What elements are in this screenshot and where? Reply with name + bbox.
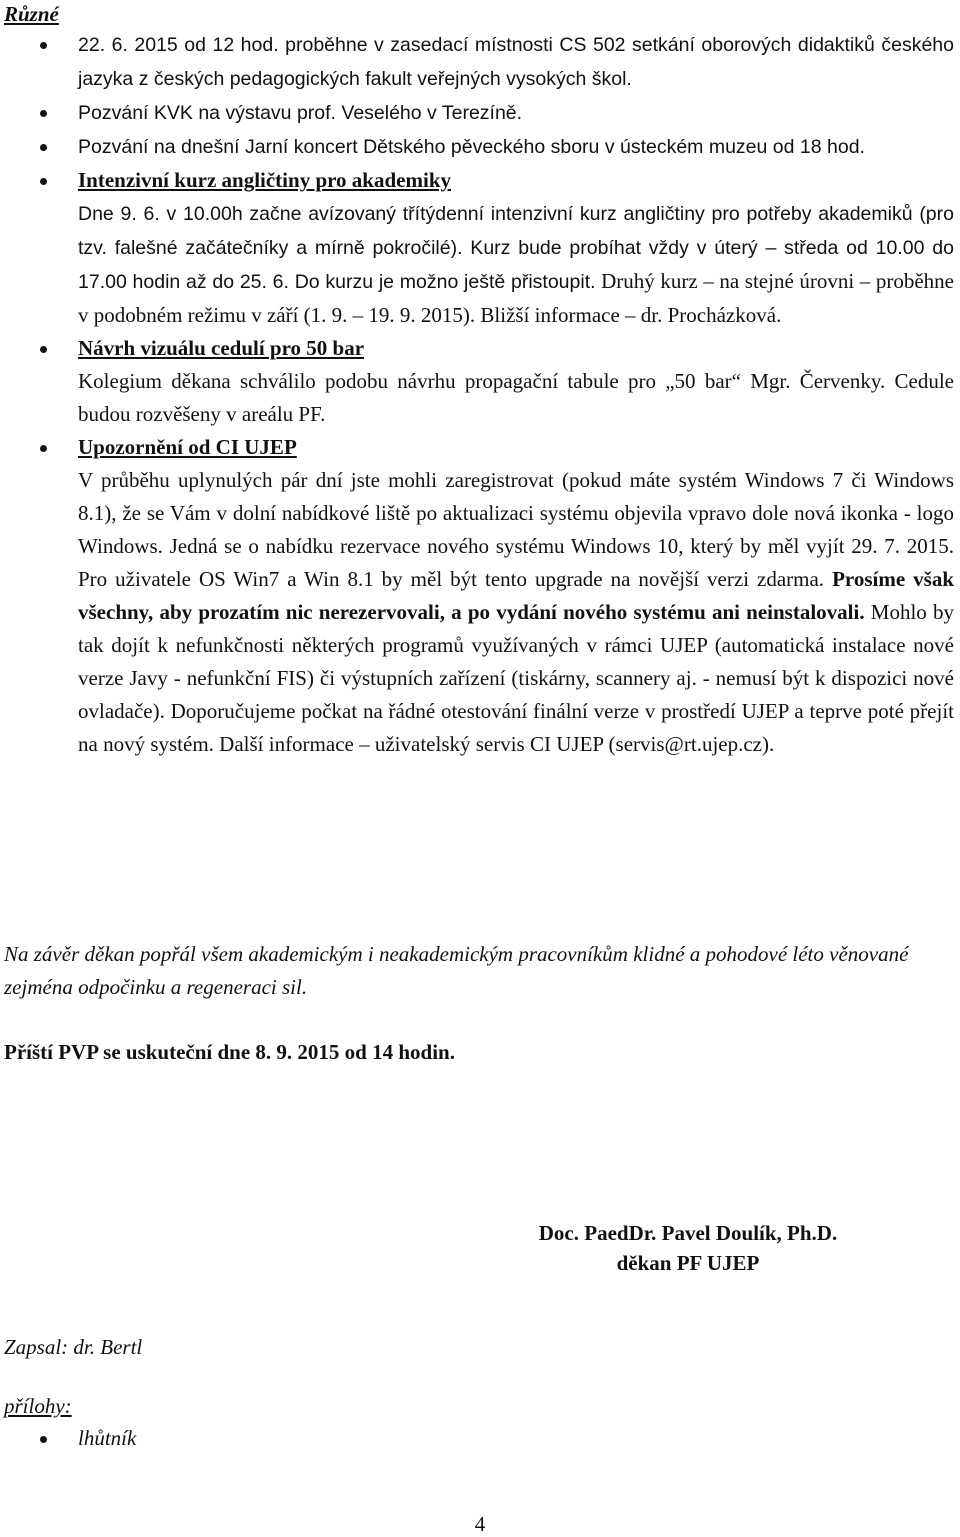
item-title: Intenzivní kurz angličtiny pro akademiky <box>78 168 451 192</box>
list-item <box>0 332 960 431</box>
list-item <box>0 164 960 332</box>
list-item <box>0 96 960 130</box>
closing-paragraph: Na závěr děkan popřál všem akademickým i neakademickým pracovníkům klidné a pohodové léto věnované zejména odpočinku a regeneraci sil. <box>4 942 909 999</box>
section-heading: Různé <box>4 2 59 26</box>
item-text: Prosíme však všechny, aby prozatím nic nerezervovali, a po vydání nového systému ani neinstalovali. <box>78 567 954 624</box>
item-text: Kolegium děkana schválilo podobu návrhu propagační tabule pro „50 bar“ Mgr. Červenky. Cedule budou rozvěšeny v areálu PF. <box>78 369 954 426</box>
item-text: Dne 9. 6. v 10.00h začne avízovaný třítýdenní intenzivní kurz angličtiny pro potřeby akademiků (pro tzv. falešné začátečníky a mírně pokročilé). Kurz bude probíhat vždy v úterý – středa od 10.00 do 17.00 hodin až do 25. 6. Do kurzu je možno ještě přistoupit. <box>78 203 954 293</box>
bullet-icon <box>40 42 47 49</box>
attachment-item <box>0 1422 960 1455</box>
next-meeting: Příští PVP se uskuteční dne 8. 9. 2015 od 14 hodin. <box>4 1040 455 1064</box>
bullet-icon <box>40 110 47 117</box>
bullet-list <box>0 28 960 761</box>
list-item <box>0 130 960 164</box>
attachment-label: lhůtník <box>78 1426 137 1450</box>
attachments-list <box>0 1422 960 1455</box>
signature-name: Doc. PaedDr. Pavel Doulík, Ph.D. <box>538 1221 838 1245</box>
bullet-icon <box>40 346 47 353</box>
bullet-icon <box>40 445 47 452</box>
recorded-by: Zapsal: dr. Bertl <box>4 1335 143 1359</box>
item-body <box>78 464 954 761</box>
signature-role: děkan PF UJEP <box>616 1251 760 1275</box>
item-text: Druhý kurz – na stejné úrovni – proběhne v podobném režimu v září (1. 9. – 19. 9. 2015). Bližší informace – dr. Procházková. <box>78 269 954 327</box>
item-title: Upozornění od CI UJEP <box>78 435 297 459</box>
page-number: 4 <box>474 1512 486 1536</box>
signature-block <box>0 1218 960 1248</box>
bullet-icon <box>40 144 47 151</box>
bullet-icon <box>40 1436 47 1443</box>
item-title: Návrh vizuálu cedulí pro 50 bar <box>78 336 365 360</box>
item-body <box>78 365 954 431</box>
item-text: Mohlo by tak dojít k nefunkčnosti některých programů využívaných v rámci UJEP (automatická instalace nové verze Javy - nefunkční FIS) či výstupních zařízení (tiskárny, scannery aj. - nemusí být k dispozici nové ovladače). Doporučujeme počkat na řádné otestování finální verze v prostředí UJEP a teprve poté přejít na nový systém. Další informace – uživatelský servis CI UJEP (servis@rt.ujep.cz). <box>78 600 954 756</box>
item-text: 22. 6. 2015 od 12 hod. proběhne v zasedací místnosti CS 502 setkání oborových didaktiků českého jazyka z českých pedagogických fakult veřejných vysokých škol. <box>78 34 954 90</box>
signature-role-block <box>0 1248 960 1278</box>
list-item <box>0 431 960 761</box>
bullet-icon <box>40 178 47 185</box>
item-text: V průběhu uplynulých pár dní jste mohli zaregistrovat (pokud máte systém Windows 7 či Windows 8.1), že se Vám v dolní nabídkové liště po aktualizaci systému objevila vpravo dole nová ikonka - logo Windows. Jedná se o nabídku rezervace nového systému Windows 10, který by měl vyjít 29. 7. 2015. Pro uživatele OS Win7 a Win 8.1 by měl být tento upgrade na novější verzi zdarma. <box>78 468 954 591</box>
item-body <box>78 130 954 164</box>
list-item <box>0 28 960 96</box>
item-body <box>78 197 954 332</box>
item-body <box>78 28 954 96</box>
item-text: Pozvání KVK na výstavu prof. Veselého v Terezíně. <box>78 102 523 124</box>
attachments-label: přílohy: <box>4 1394 72 1418</box>
item-text: Pozvání na dnešní Jarní koncert Dětského pěveckého sboru v ústeckém muzeu od 18 hod. <box>78 136 865 158</box>
item-body <box>78 96 954 130</box>
